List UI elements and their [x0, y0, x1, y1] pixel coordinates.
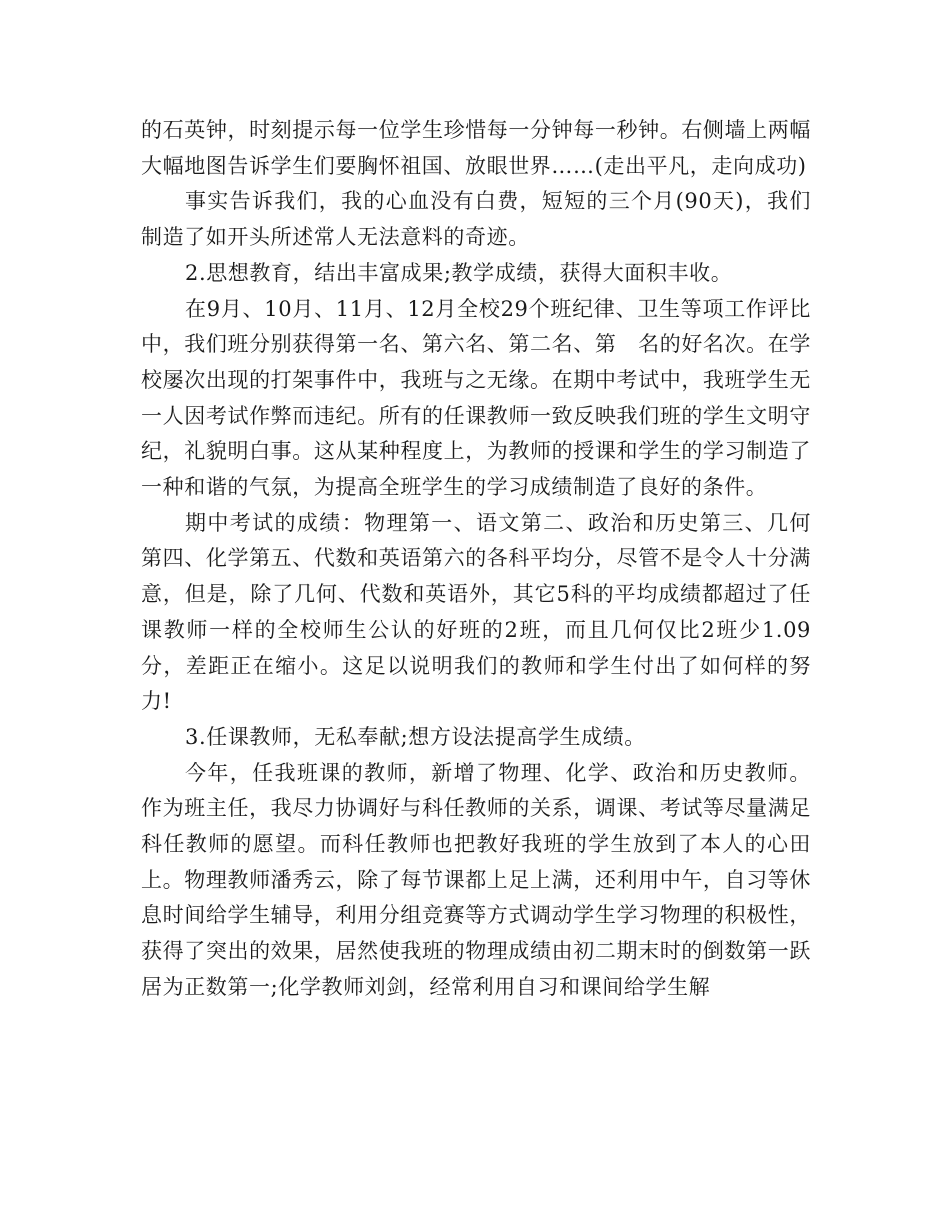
paragraph-continuation: 的石英钟，时刻提示每一位学生珍惜每一分钟每一秒钟。右侧墙上两幅大幅地图告诉学生们要胸怀祖国、放眼世界……(走出平凡，走向成功)	[141, 118, 811, 178]
section-heading: 2.思想教育，结出丰富成果;教学成绩，获得大面积丰收。	[185, 260, 733, 285]
paragraph: 期中考试的成绩：物理第一、语文第二、政治和历史第三、几何第四、化学第五、代数和英语第六的各科平均分，尽管不是令人十分满意，但是，除了几何、代数和英语外，其它5科的平均成绩都超过了任课教师一样的全校师生公认的好班的2班，而且几何仅比2班少1.09分，差距正在缩小。这足以说明我们的教师和学生付出了如何样的努力!	[141, 510, 811, 714]
paragraph: 今年，任我班课的教师，新增了物理、化学、政治和历史教师。作为班主任，我尽力协调好与科任教师的关系，调课、考试等尽量满足科任教师的愿望。而科任教师也把教好我班的学生放到了本人的心田上。物理教师潘秀云，除了每节课都上足上满，还利用中午，自习等休息时间给学生辅导，利用分组竞赛等方式调动学生学习物理的积极性，获得了突出的效果，居然使我班的物理成绩由初二期末时的倒数第一跃居为正数第一;化学教师刘剑，经常利用自习和课间给学生解	[141, 760, 811, 999]
section-heading: 3.任课教师，无私奉献;想方设法提高学生成绩。	[185, 724, 646, 749]
document-body	[141, 113, 811, 1006]
paragraph: 事实告诉我们，我的心血没有白费，短短的三个月(90天)，我们制造了如开头所述常人无法意料的奇迹。	[141, 189, 811, 250]
paragraph: 在9月、10月、11月、12月全校29个班纪律、卫生等项工作评比中，我们班分别获得第一名、第六名、第二名、第 名的好名次。在学校屡次出现的打架事件中，我班与之无缘。在期中考试中，我班学生无一人因考试作弊而违纪。所有的任课教师一致反映我们班的学生文明守纪，礼貌明白事。这从某种程度上，为教师的授课和学生的学习制造了一种和谐的气氛，为提高全班学生的学习成绩制造了良好的条件。	[141, 296, 811, 500]
